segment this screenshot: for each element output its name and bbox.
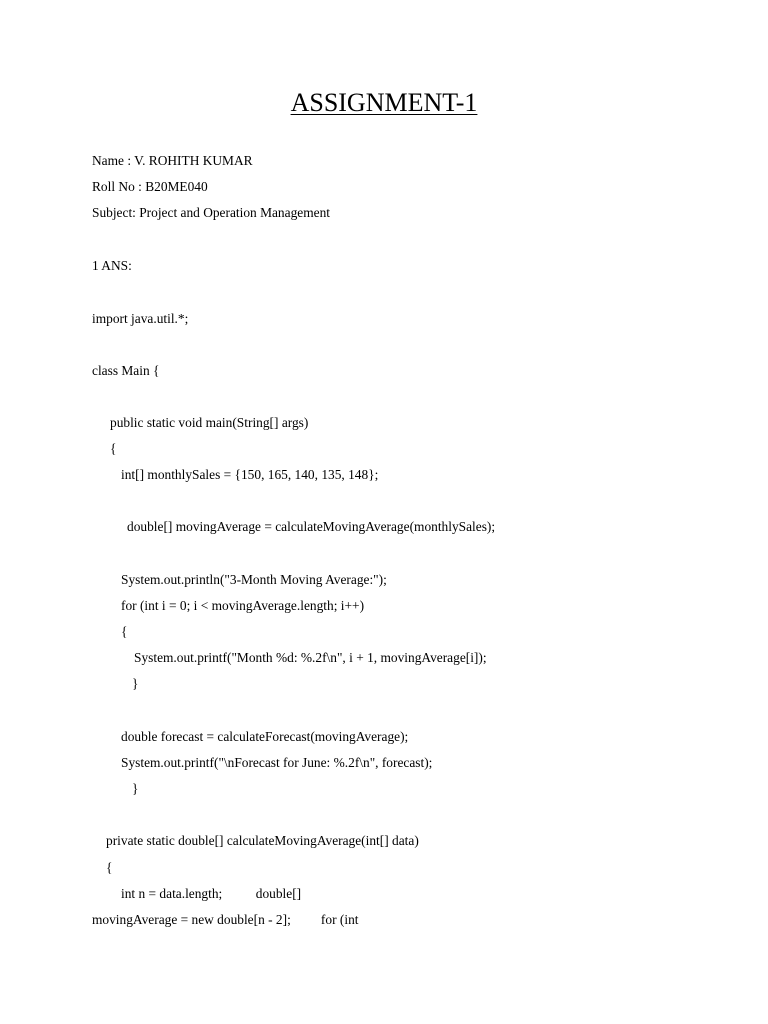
code-line: private static double[] calculateMovingAverage(int[] data) [106, 833, 419, 848]
code-line: for (int i = 0; i < movingAverage.length; i++) [121, 598, 365, 613]
document-title: ASSIGNMENT-1 [290, 88, 478, 117]
code-line: { [110, 441, 117, 456]
code-line: int[] monthlySales = {150, 165, 140, 135, 148}; [121, 467, 379, 482]
code-line: System.out.printf("\nForecast for June: %.2f\n", forecast); [121, 755, 433, 770]
code-line: double[] movingAverage = calculateMovingAverage(monthlySales); [127, 519, 496, 534]
code-line: double forecast = calculateForecast(movingAverage); [121, 729, 409, 744]
roll-number: Roll No : B20ME040 [92, 179, 208, 194]
code-line: public static void main(String[] args) [110, 415, 309, 430]
code-line: int n = data.length; double[] [121, 886, 302, 901]
student-name: Name : V. ROHITH KUMAR [92, 153, 253, 168]
code-line: import java.util.*; [92, 311, 189, 326]
code-line: } [132, 781, 139, 796]
answer-heading: 1 ANS: [92, 258, 132, 273]
code-line: System.out.println("3-Month Moving Average:"); [121, 572, 387, 587]
code-line: { [106, 860, 113, 875]
subject-line: Subject: Project and Operation Management [92, 205, 330, 220]
code-line: } [132, 676, 139, 691]
code-line: System.out.printf("Month %d: %.2f\n", i + 1, movingAverage[i]); [134, 650, 487, 665]
code-line: movingAverage = new double[n - 2]; for (int [92, 912, 359, 927]
code-line: { [121, 624, 128, 639]
code-line: class Main { [92, 363, 160, 378]
